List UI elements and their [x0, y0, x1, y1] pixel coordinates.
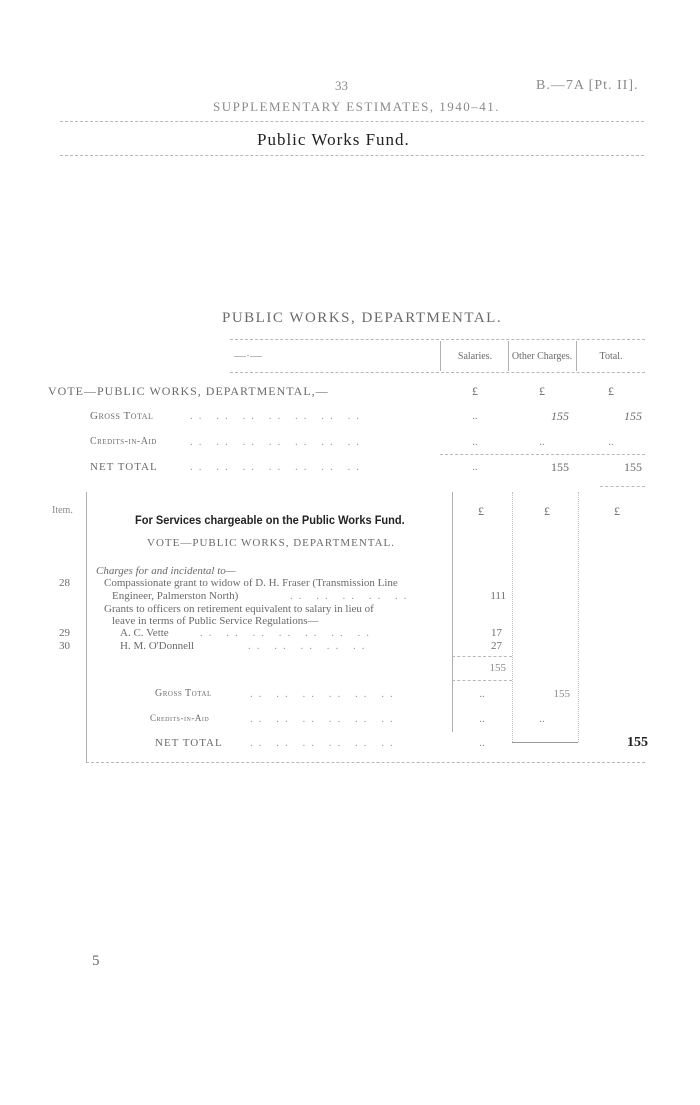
- summary-credits-total: ..: [608, 436, 614, 448]
- detail-net-total-label: NET TOTAL: [155, 737, 223, 749]
- detail-net-total: 155: [627, 735, 648, 750]
- item-description: A. C. Vette: [120, 627, 169, 639]
- item-amount: 111: [490, 590, 506, 602]
- item-description: H. M. O'Donnell: [120, 640, 195, 652]
- summary-vote-label: VOTE—PUBLIC WORKS, DEPARTMENTAL,—: [48, 384, 329, 398]
- leader-dots: .. .. .. .. .. .. ..: [190, 436, 365, 448]
- summary-net-other: 155: [551, 460, 569, 474]
- grants-description: Grants to officers on retirement equivalent to salary in lieu of: [104, 603, 374, 615]
- summary-net-total: 155: [624, 460, 642, 474]
- summary-net-salaries: ..: [472, 461, 478, 473]
- detail-currency-other: £: [544, 504, 550, 518]
- summary-currency-total: £: [608, 384, 614, 398]
- grants-description-cont: leave in terms of Public Service Regulations—: [112, 615, 319, 627]
- detail-salaries-divider: [452, 492, 453, 732]
- detail-gross-salaries: ..: [479, 688, 485, 700]
- document-reference: B.—7A [Pt. II].: [536, 78, 639, 93]
- summary-col-divider-3: [576, 341, 577, 371]
- detail-total-divider: [578, 492, 579, 742]
- summary-credits-other: ..: [539, 436, 545, 448]
- item-number: 30: [59, 640, 70, 652]
- item-number: 28: [59, 577, 70, 589]
- summary-credits-label: Credits-in-Aid: [90, 436, 157, 447]
- summary-stub-dash: —·—: [234, 348, 262, 362]
- summary-top-rule: [230, 339, 645, 340]
- page-marker: 5: [92, 953, 100, 969]
- detail-item-header: Item.: [52, 505, 73, 516]
- detail-gross-other: 155: [553, 688, 570, 700]
- item-amount: 27: [491, 640, 502, 652]
- header-rule-top: [60, 121, 644, 122]
- col-header-total: Total.: [599, 351, 623, 362]
- summary-gross-total-label: Gross Total: [90, 410, 154, 422]
- summary-col-divider-1: [440, 341, 441, 371]
- leader-dots: .. .. .. .. .. .. ..: [200, 627, 375, 639]
- summary-gross-salaries: ..: [472, 410, 478, 422]
- summary-credits-salaries: ..: [472, 436, 478, 448]
- summary-bottom-rule: [600, 486, 645, 487]
- leader-dots: .. .. .. .. .. ..: [250, 713, 399, 725]
- summary-header-rule: [230, 372, 645, 373]
- detail-other-divider: [512, 492, 513, 742]
- detail-credits-other: ..: [539, 713, 545, 725]
- leader-dots: .. .. .. .. ..: [248, 640, 371, 652]
- fund-title: Public Works Fund.: [257, 130, 410, 149]
- services-heading: For Services chargeable on the Public Works Fund.: [135, 513, 405, 527]
- page-number: 33: [335, 78, 348, 93]
- detail-currency-total: £: [614, 504, 620, 518]
- header-rule-bottom: [60, 155, 644, 156]
- item-number: 29: [59, 627, 70, 639]
- subtotal-rule: [452, 656, 512, 657]
- detail-credits-label: Credits-in-Aid: [150, 713, 210, 723]
- item-amount: 17: [491, 627, 502, 639]
- summary-currency-other: £: [539, 384, 545, 398]
- col-header-other-charges: Other Charges.: [511, 351, 573, 362]
- leader-dots: .. .. .. .. .. .. ..: [190, 461, 365, 473]
- summary-currency-salaries: £: [472, 384, 478, 398]
- item-description-cont: Engineer, Palmerston North): [112, 590, 239, 602]
- charges-heading: Charges for and incidental to—: [96, 565, 236, 577]
- detail-credits-salaries: ..: [479, 713, 485, 725]
- leader-dots: .. .. .. .. .. .. ..: [190, 410, 365, 422]
- col-header-salaries: Salaries.: [457, 351, 493, 362]
- leader-dots: .. .. .. .. .. ..: [250, 688, 399, 700]
- detail-gross-total-label: Gross Total: [155, 688, 212, 699]
- subtotal-amount: 155: [489, 662, 506, 674]
- detail-currency-salaries: £: [478, 504, 484, 518]
- summary-gross-other: 155: [551, 409, 569, 423]
- summary-net-rule: [440, 454, 645, 455]
- leader-dots: .. .. .. .. ..: [290, 590, 413, 602]
- detail-net-salaries: ..: [479, 737, 485, 749]
- net-total-rule: [512, 742, 578, 743]
- item-description: Compassionate grant to widow of D. H. Fraser (Transmission Line: [104, 577, 398, 589]
- vote-heading: VOTE—PUBLIC WORKS, DEPARTMENTAL.: [147, 537, 396, 549]
- detail-item-divider: [86, 492, 87, 762]
- running-title: SUPPLEMENTARY ESTIMATES, 1940–41.: [213, 99, 501, 114]
- detail-bottom-rule: [86, 762, 645, 763]
- leader-dots: .. .. .. .. .. ..: [250, 737, 399, 749]
- section-title: PUBLIC WORKS, DEPARTMENTAL.: [222, 310, 503, 326]
- summary-gross-total: 155: [624, 409, 642, 423]
- subtotal-bottom-rule: [452, 680, 512, 681]
- summary-net-total-label: NET TOTAL: [90, 461, 158, 473]
